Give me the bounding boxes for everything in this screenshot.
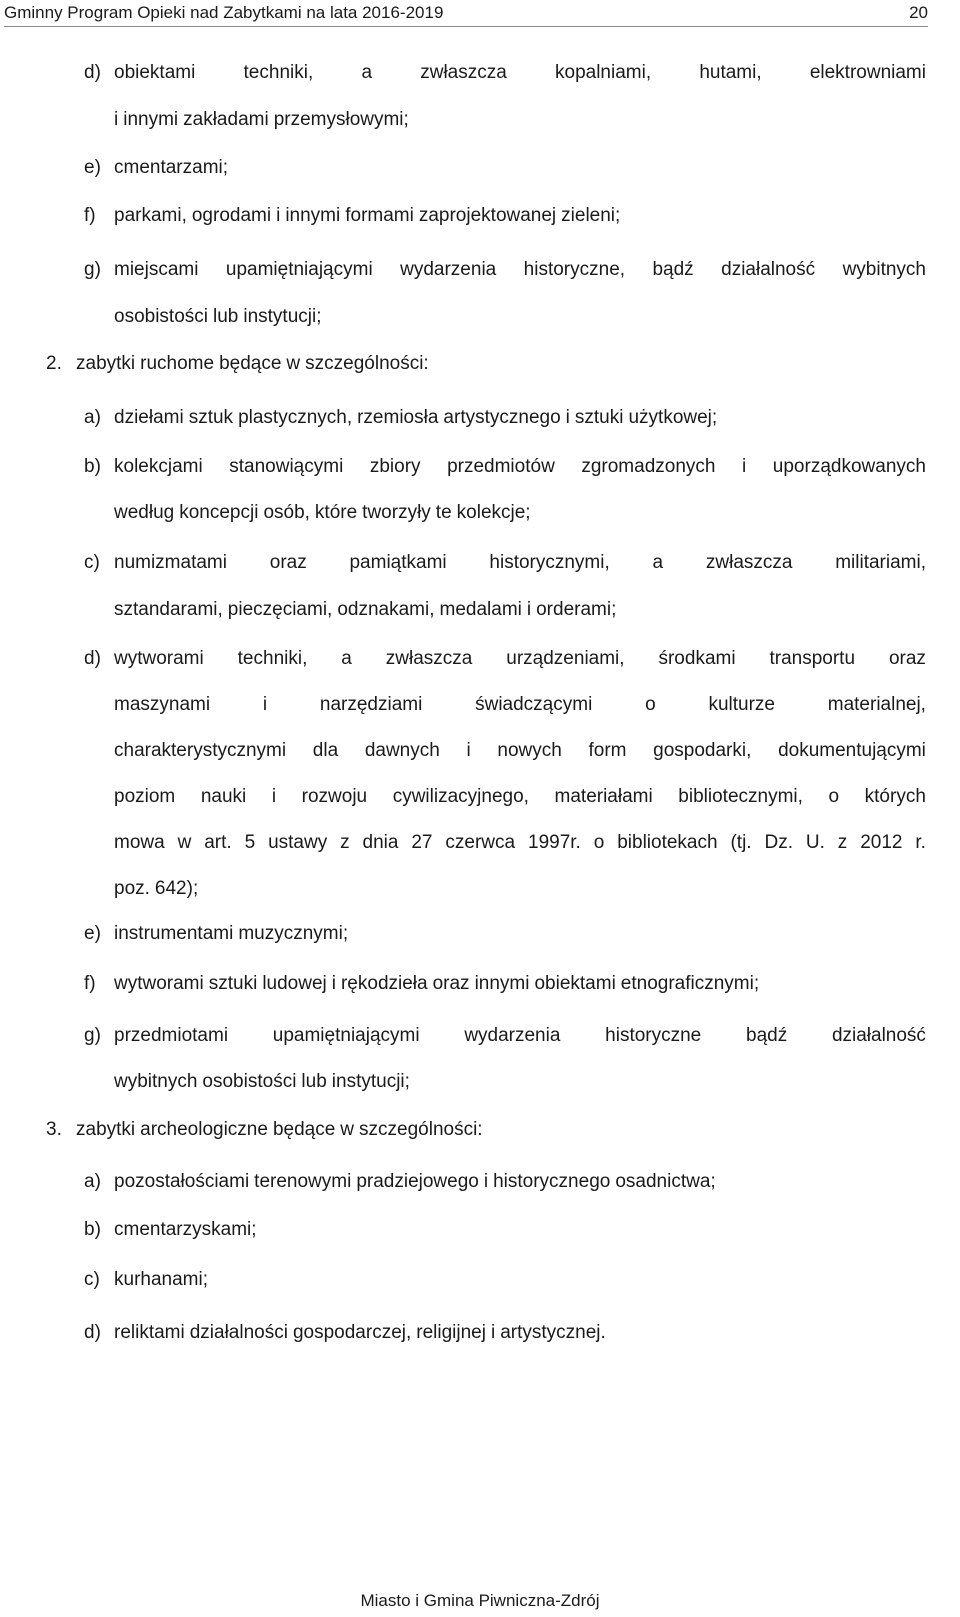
- list-marker: e): [84, 923, 101, 944]
- list-marker: d): [84, 1322, 101, 1343]
- list-marker: d): [84, 62, 101, 83]
- list-marker: g): [84, 1025, 101, 1046]
- text-line: numizmatami oraz pamiątkami historycznymi, a zwłaszcza militariami,: [114, 552, 926, 573]
- text-line: dziełami sztuk plastycznych, rzemiosła artystycznego i sztuki użytkowej;: [114, 407, 718, 428]
- text-line: instrumentami muzycznymi;: [114, 923, 349, 944]
- text-line: poziom nauki i rozwoju cywilizacyjnego, materiałami bibliotecznymi, o których: [114, 786, 926, 807]
- text-line: poz. 642);: [114, 878, 199, 899]
- text-line: mowa w art. 5 ustawy z dnia 27 czerwca 1997r. o bibliotekach (tj. Dz. U. z 2012 r.: [114, 832, 926, 853]
- text-line: cmentarzyskami;: [114, 1219, 257, 1240]
- list-marker: f): [84, 973, 96, 994]
- text-line: wybitnych osobistości lub instytucji;: [114, 1071, 410, 1092]
- text-line: reliktami działalności gospodarczej, religijnej i artystycznej.: [114, 1322, 606, 1343]
- text-line: i innymi zakładami przemysłowymi;: [114, 109, 409, 130]
- text-line: zabytki archeologiczne będące w szczególności:: [76, 1119, 483, 1140]
- page-number: 20: [909, 3, 928, 22]
- text-line: parkami, ogrodami i innymi formami zaprojektowanej zieleni;: [114, 205, 621, 226]
- list-marker: b): [84, 1219, 101, 1240]
- text-line: pozostałościami terenowymi pradziejowego i historycznego osadnictwa;: [114, 1171, 716, 1192]
- text-line: zabytki ruchome będące w szczególności:: [76, 353, 429, 374]
- list-marker: f): [84, 205, 96, 226]
- page-footer: Miasto i Gmina Piwniczna-Zdrój: [360, 1591, 600, 1610]
- list-marker: c): [84, 1269, 100, 1290]
- text-line: sztandarami, pieczęciami, odznakami, medalami i orderami;: [114, 599, 617, 620]
- text-line: według koncepcji osób, które tworzyły te kolekcje;: [114, 502, 531, 523]
- text-line: kurhanami;: [114, 1269, 208, 1290]
- list-marker: 2.: [46, 353, 62, 374]
- text-line: maszynami i narzędziami świadczącymi o kulturze materialnej,: [114, 694, 926, 715]
- text-line: wytworami techniki, a zwłaszcza urządzeniami, środkami transportu oraz: [114, 648, 926, 669]
- list-marker: 3.: [46, 1119, 62, 1140]
- list-marker: a): [84, 407, 101, 428]
- text-line: cmentarzami;: [114, 157, 229, 178]
- list-marker: b): [84, 456, 101, 477]
- page-header: [4, 0, 928, 27]
- list-marker: d): [84, 648, 101, 669]
- text-line: wytworami sztuki ludowej i rękodzieła oraz innymi obiektami etnograficznymi;: [114, 973, 760, 994]
- text-line: charakterystycznymi dla dawnych i nowych form gospodarki, dokumentującymi: [114, 740, 926, 761]
- list-marker: e): [84, 157, 101, 178]
- text-line: miejscami upamiętniającymi wydarzenia historyczne, bądź działalność wybitnych: [114, 259, 926, 280]
- text-line: przedmiotami upamiętniającymi wydarzenia historyczne bądź działalność: [114, 1025, 926, 1046]
- document-title: Gminny Program Opieki nad Zabytkami na lata 2016-2019: [4, 3, 444, 22]
- list-marker: c): [84, 552, 100, 573]
- list-marker: g): [84, 259, 101, 280]
- list-marker: a): [84, 1171, 101, 1192]
- text-line: kolekcjami stanowiącymi zbiory przedmiotów zgromadzonych i uporządkowanych: [114, 456, 926, 477]
- text-line: osobistości lub instytucji;: [114, 306, 322, 327]
- text-line: obiektami techniki, a zwłaszcza kopalniami, hutami, elektrowniami: [114, 62, 926, 83]
